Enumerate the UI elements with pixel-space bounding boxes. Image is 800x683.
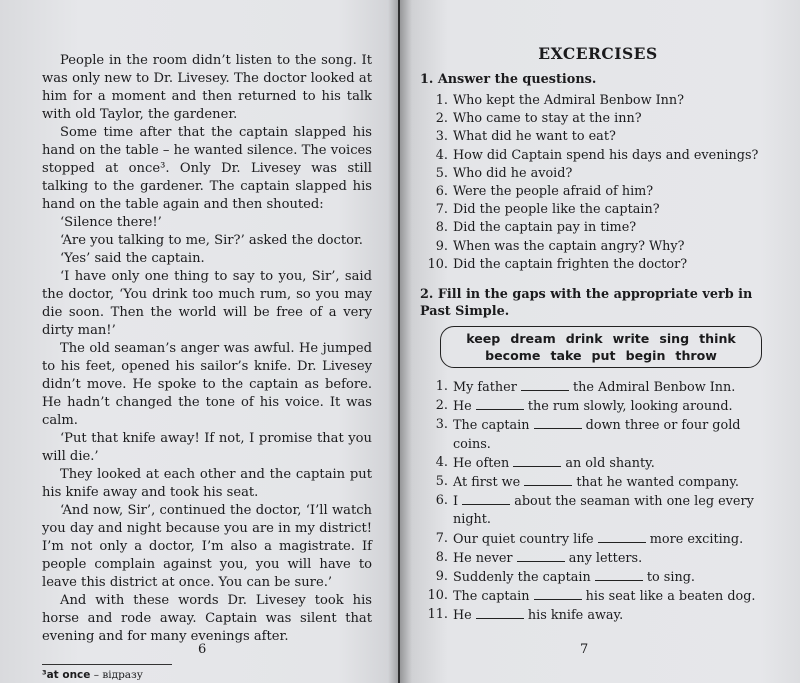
question-text: Who came to stay at the inn? [453,111,642,127]
gap-sentence [420,416,776,453]
sentence-after: that he wanted company. [576,475,739,491]
sentence-text [453,397,776,416]
question-text: Who did he avoid? [453,165,573,181]
question-text: Did the captain frighten the doctor? [453,256,688,272]
question-number: 7. [435,202,448,218]
sentence-before: The captain [453,418,530,434]
question-item [420,256,776,274]
footnote-text: – відразу [90,669,143,681]
question-item [420,219,776,237]
sentence-before: Suddenly the captain [453,570,591,586]
sentence-after: about the seaman with one leg every night. [453,494,754,528]
paragraph: ‘Are you talking to me, Sir?’ asked the doctor. [60,233,363,248]
sentence-number: 11. [427,607,448,623]
word-option: become [485,348,541,364]
paragraph: And with these words Dr. Livesey took his horse and rode away. Captain was silent that evening and for many evenings after. [42,593,372,644]
gap-blank[interactable] [517,549,565,562]
sentence-after: the rum slowly, looking around. [527,399,733,415]
word-option: sing [659,331,690,347]
sentence-before: He [453,608,472,624]
question-number: 6. [435,184,448,200]
word-option: take [550,348,582,364]
word-option: begin [625,348,666,364]
paragraph: The old seaman’s anger was awful. He jumped to his feet, opened his sailor’s knife. Dr. Livesey didn’t move. He spoke to the captain as before. He hadn’t changed the tone of his voice. It was calm. [42,341,372,428]
paragraph: ‘Yes’ said the captain. [60,251,205,266]
gap-blank[interactable] [521,378,569,391]
sentence-text [453,473,776,492]
word-option: dream [510,331,556,347]
question-item [420,110,776,128]
sentence-before: My father [453,380,517,396]
footnote-rule [42,664,172,665]
sentence-number: 1. [435,379,448,395]
sentence-before: I [453,494,459,510]
sentence-number: 7. [435,530,448,546]
question-item [420,128,776,146]
gap-sentence [420,397,776,416]
sentence-after: his knife away. [527,608,624,624]
gap-sentence [420,549,776,568]
sentence-before: Our quiet country life [453,531,594,547]
sentence-number: 3. [435,417,448,433]
gap-sentence [420,378,776,397]
question-item [420,92,776,110]
paragraph: People in the room didn’t listen to the song. It was only new to Dr. Livesey. The doctor looked at him for a moment and then returned to his talk with old Taylor, the gardener. [42,53,372,122]
question-number: 8. [435,220,448,236]
gap-blank[interactable] [595,568,643,581]
gap-sentence [420,473,776,492]
sentence-after: to sing. [646,570,695,586]
question-text: Were the people afraid of him? [453,184,654,200]
question-item [420,183,776,201]
word-option: think [699,331,736,347]
question-text: When was the captain angry? Why? [453,238,685,254]
page-number: 6 [198,642,207,657]
gap-blank[interactable] [462,492,510,505]
paragraph: ‘Silence there!’ [60,215,162,230]
sentence-number: 6. [435,493,448,509]
question-number: 3. [435,129,448,145]
word-option: keep [466,331,501,347]
book-gutter [388,0,412,683]
gap-blank[interactable] [513,454,561,467]
left-page [0,0,398,683]
sentence-number: 9. [435,569,448,585]
sentence-before: He [453,399,472,415]
question-number: 10. [427,256,448,272]
question-item [420,238,776,256]
word-option: write [612,331,650,347]
sentence-after: his seat like a beaten dog. [585,589,756,605]
sentence-text [453,454,776,473]
sentence-before: At first we [453,475,521,491]
story-text [42,52,372,646]
gap-sentence [420,606,776,625]
question-number: 9. [435,238,448,254]
sentence-number: 10. [427,588,448,604]
sentence-after: more exciting. [649,531,744,547]
gap-blank[interactable] [524,473,572,486]
word-box-row [449,330,753,347]
question-number: 5. [435,165,448,181]
question-item [420,165,776,183]
word-option: throw [675,348,717,364]
question-text: Did the people like the captain? [453,202,660,218]
question-number: 2. [435,111,448,127]
exercise-2-heading: 2. Fill in the gaps with the appropriate verb in Past Simple. [420,287,753,320]
sentence-text [453,492,776,529]
question-item [420,147,776,165]
question-text: Did the captain pay in time? [453,220,637,236]
sentence-before: The captain [453,589,530,605]
sentence-text [453,568,776,587]
question-text: What did he want to eat? [453,129,616,145]
word-box [440,326,762,368]
sentence-number: 2. [435,398,448,414]
exercise-1-heading: 1. Answer the questions. [420,72,597,87]
question-text: Who kept the Admiral Benbow Inn? [453,93,685,108]
gap-blank[interactable] [534,587,582,600]
footnote [42,669,372,682]
gap-sentence [420,530,776,549]
sentence-before: He often [453,455,510,471]
paragraph: Some time after that the captain slapped his hand on the table – he wanted silence. The voices stopped at once³. Only Dr. Livesey was still talking to the gardener. The captain slapped his hand on the table again and then shouted: [42,125,372,212]
word-box-row [449,347,753,364]
question-number: 1. [435,93,448,108]
sentence-before: He never [453,550,513,566]
sentence-after: any letters. [568,550,643,566]
question-item [420,201,776,219]
gap-sentence [420,492,776,529]
sentence-number: 5. [435,474,448,490]
sentence-text [453,416,776,453]
sentence-number: 4. [435,454,448,470]
page-title: EXCERCISES [538,44,658,63]
word-option: drink [565,331,603,347]
sentence-after: an old shanty. [565,455,655,471]
gap-sentence [420,587,776,606]
gap-blank[interactable] [598,530,646,543]
sentence-text [453,606,776,625]
sentence-text [453,549,776,568]
page-number: 7 [580,642,589,657]
question-list [420,92,776,274]
gap-blank[interactable] [534,416,582,429]
question-text: How did Captain spend his days and evenings? [453,147,759,163]
right-page [400,0,800,683]
gap-sentence [420,568,776,587]
gap-blank[interactable] [476,397,524,410]
gap-sentence [420,454,776,473]
sentence-number: 8. [435,549,448,565]
sentence-after: the Admiral Benbow Inn. [573,380,736,396]
paragraph: ‘I have only one thing to say to you, Sir’, said the doctor, ‘You drink too much rum, so you may die soon. Then the world will be free of a very dirty man!’ [42,269,372,338]
sentence-text [453,587,776,606]
question-number: 4. [435,147,448,163]
sentence-after: down three or four gold coins. [453,418,741,452]
sentence-text [453,378,776,397]
gap-sentence-list [420,378,776,626]
paragraph: They looked at each other and the captain put his knife away and took his seat. [42,467,372,500]
sentence-text [453,530,776,549]
footnote-term: ³at once [42,669,91,681]
word-option: put [591,348,616,364]
paragraph: ‘And now, Sir’, continued the doctor, ‘I’ll watch you day and night because you are in my district! I’m not only a doctor, I’m also a magistrate. If people complain against you, you will have to leave this district at once. You can be sure.’ [42,503,372,590]
paragraph: ‘Put that knife away! If not, I promise that you will die.’ [42,431,372,464]
gap-blank[interactable] [476,606,524,619]
